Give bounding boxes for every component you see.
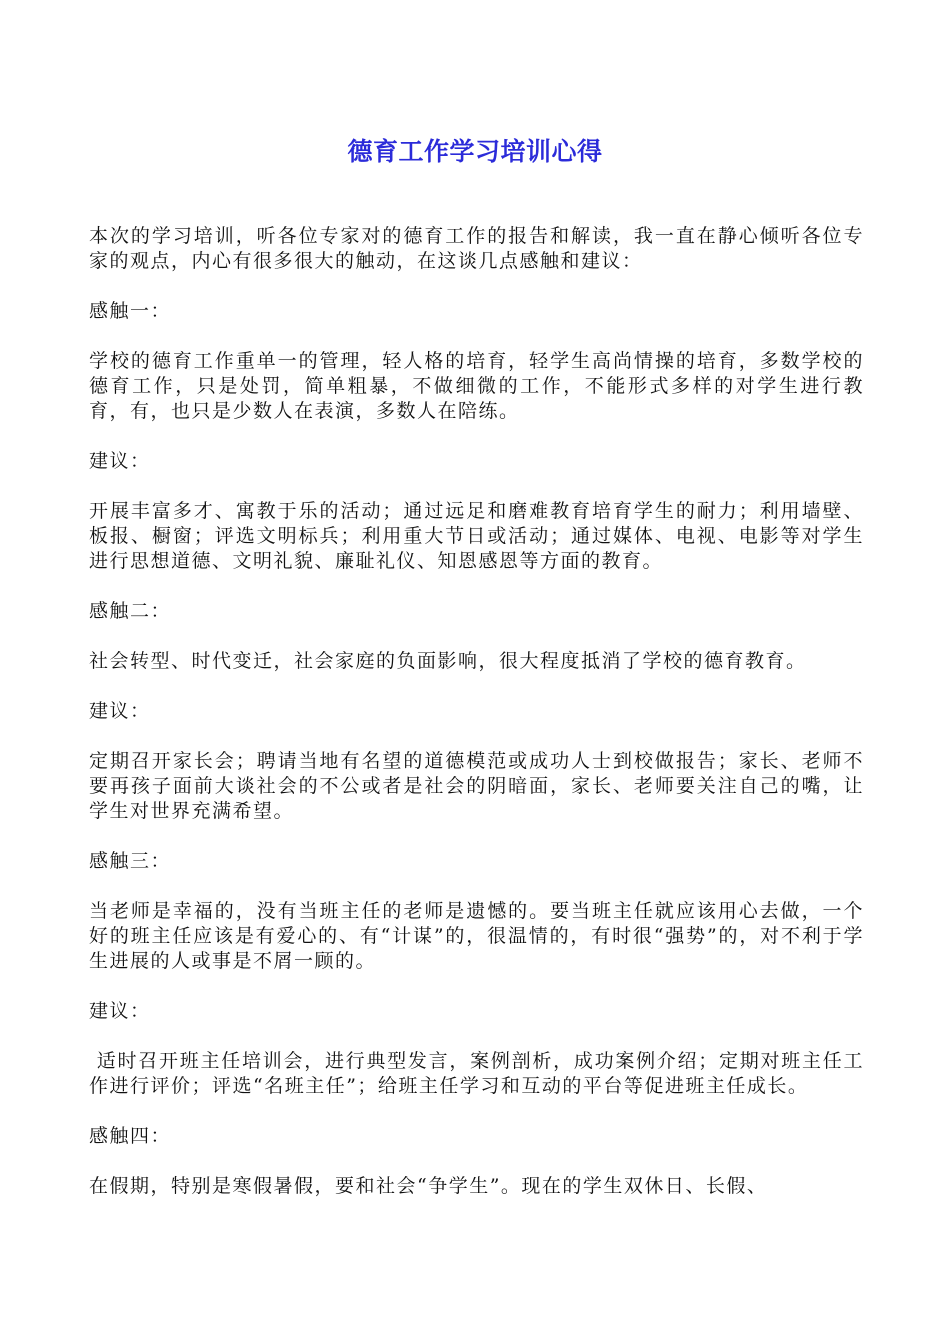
document-body xyxy=(89,224,864,1224)
heading-feeling-1: 感触一： xyxy=(89,300,172,322)
heading-suggestion-3: 建议： xyxy=(89,1000,151,1022)
document-title: 德育工作学习培训心得 xyxy=(347,137,603,166)
paragraph-feeling-4: 在假期，特别是寒假暑假，要和社会“争学生”。现在的学生双休日、长假、 xyxy=(89,1175,768,1197)
paragraph-feeling-1: 学校的德育工作重单一的管理，轻人格的培育，轻学生高尚情操的培育，多数学校的德育工作，只是处罚，简单粗暴，不做细微的工作，不能形式多样的对学生进行教育，有，也只是少数人在表演，多数人在陪练。 xyxy=(89,350,864,422)
heading-suggestion-2: 建议： xyxy=(89,700,151,722)
paragraph-suggestion-2: 定期召开家长会；聘请当地有名望的道德模范或成功人士到校做报告；家长、老师不要再孩子面前大谈社会的不公或者是社会的阴暗面，家长、老师要关注自己的嘴，让学生对世界充满希望。 xyxy=(89,750,864,822)
paragraph-feeling-2: 社会转型、时代变迁，社会家庭的负面影响，很大程度抵消了学校的德育教育。 xyxy=(89,650,807,672)
heading-suggestion-1: 建议： xyxy=(89,450,151,472)
heading-feeling-2: 感触二： xyxy=(89,600,172,622)
paragraph-suggestion-1: 开展丰富多才、寓教于乐的活动；通过远足和磨难教育培育学生的耐力；利用墙壁、板报、橱窗；评选文明标兵；利用重大节日或活动；通过媒体、电视、电影等对学生进行思想道德、文明礼貌、廉耻礼仪、知恩感恩等方面的教育。 xyxy=(89,500,864,572)
heading-feeling-3: 感触三： xyxy=(89,850,172,872)
heading-feeling-4: 感触四： xyxy=(89,1125,172,1147)
paragraph-feeling-3: 当老师是幸福的，没有当班主任的老师是遗憾的。要当班主任就应该用心去做，一个好的班主任应该是有爱心的、有“计谋”的，很温情的，有时很“强势”的，对不利于学生进展的人或事是不屑一顾的。 xyxy=(89,900,864,972)
paragraph-intro: 本次的学习培训，听各位专家对的德育工作的报告和解读，我一直在静心倾听各位专家的观点，内心有很多很大的触动，在这谈几点感触和建议： xyxy=(89,225,864,272)
paragraph-suggestion-3: 适时召开班主任培训会，进行典型发言，案例剖析，成功案例介绍；定期对班主任工作进行评价；评选“名班主任”；给班主任学习和互动的平台等促进班主任成长。 xyxy=(89,1050,864,1097)
